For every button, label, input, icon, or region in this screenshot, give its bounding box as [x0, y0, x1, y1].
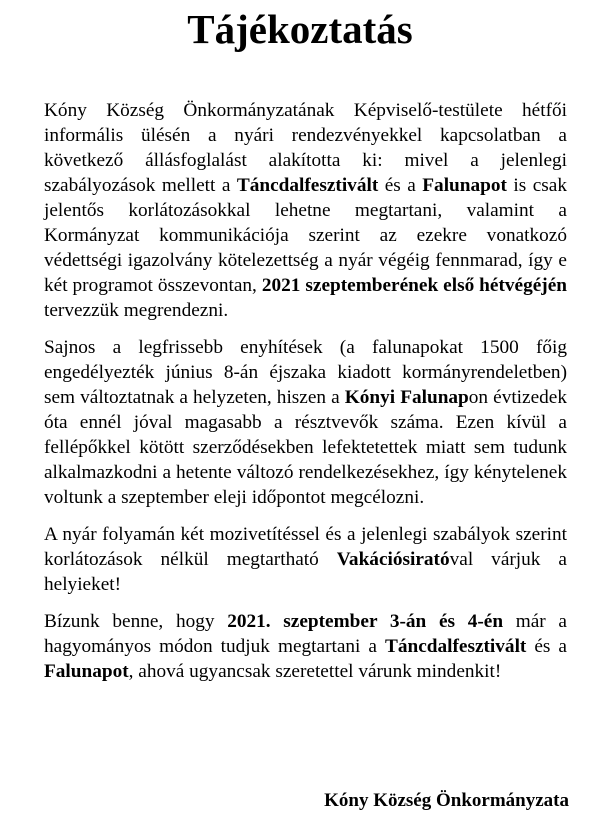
body-text: és a [378, 175, 423, 196]
emphasis-text: Táncdalfesztivált [236, 175, 379, 196]
body-text: , ahová ugyancsak szeretettel várunk mindenkit! [128, 661, 502, 682]
emphasis-text: Falunapot [422, 175, 507, 196]
emphasis-text: Vakációsirató [336, 549, 450, 570]
emphasis-text: Kónyi Falunap [344, 387, 469, 408]
emphasis-text: Falunapot [44, 661, 129, 682]
emphasis-text: 2021 szeptemberének első hétvégéjén [261, 275, 567, 296]
page-title: Tájékoztatás [187, 6, 413, 52]
body-text: A nyár folyamán két mozivetítéssel és a jelenlegi szabályok szerint korlátozások nélkül megtartható [44, 524, 567, 570]
emphasis-text: Táncdalfesztivált [384, 636, 527, 657]
body-text: Sajnos a legfrissebb enyhítések (a falunapokat 1500 főig engedélyezték június 8-án éjszaka kiadott kormányrendeletben) sem változtatnak a helyzeten, hiszen a [44, 337, 567, 408]
body-text: on évtizedek óta ennél jóval magasabb a résztvevők száma. Ezen kívül a fellépőkkel kötött szerződésekben lefektetettek miatt sem tudunk alkalmazkodni a hetente változó rendelkezésekhez, így kénytelenek voltunk a szeptember eleji időpontot megcélozni. [44, 387, 567, 508]
body-text: tervezzük megrendezni. [44, 300, 229, 321]
paragraph-4 [44, 609, 567, 684]
signature: Kóny Község Önkormányzata [324, 790, 569, 811]
notice-body [44, 98, 567, 696]
body-text: és a [526, 636, 567, 657]
emphasis-text: 2021. szeptember 3-án és 4-én [227, 611, 504, 632]
paragraph-1 [44, 98, 567, 323]
paragraph-2 [44, 335, 567, 510]
body-text: val várjuk a helyieket! [44, 549, 567, 595]
body-text: Bízunk benne, hogy [44, 611, 228, 632]
body-text: is csak jelentős korlátozásokkal lehetne megtartani, valamint a Kormányzat kommunikációja szerint az ezekre vonatkozó védettségi igazolvány kötelezettség a nyár végéig fennmarad, így e két programot összevontan, [44, 175, 567, 296]
body-text: már a hagyományos módon tudjuk megtartani a [44, 611, 567, 657]
body-text: Kóny Község Önkormányzatának Képviselő-testülete hétfői informális ülésén a nyári rendezvényekkel kapcsolatban a következő állásfoglalást alakította ki: mivel a jelenlegi szabályozások mellett a [44, 100, 567, 196]
paragraph-3 [44, 522, 567, 597]
